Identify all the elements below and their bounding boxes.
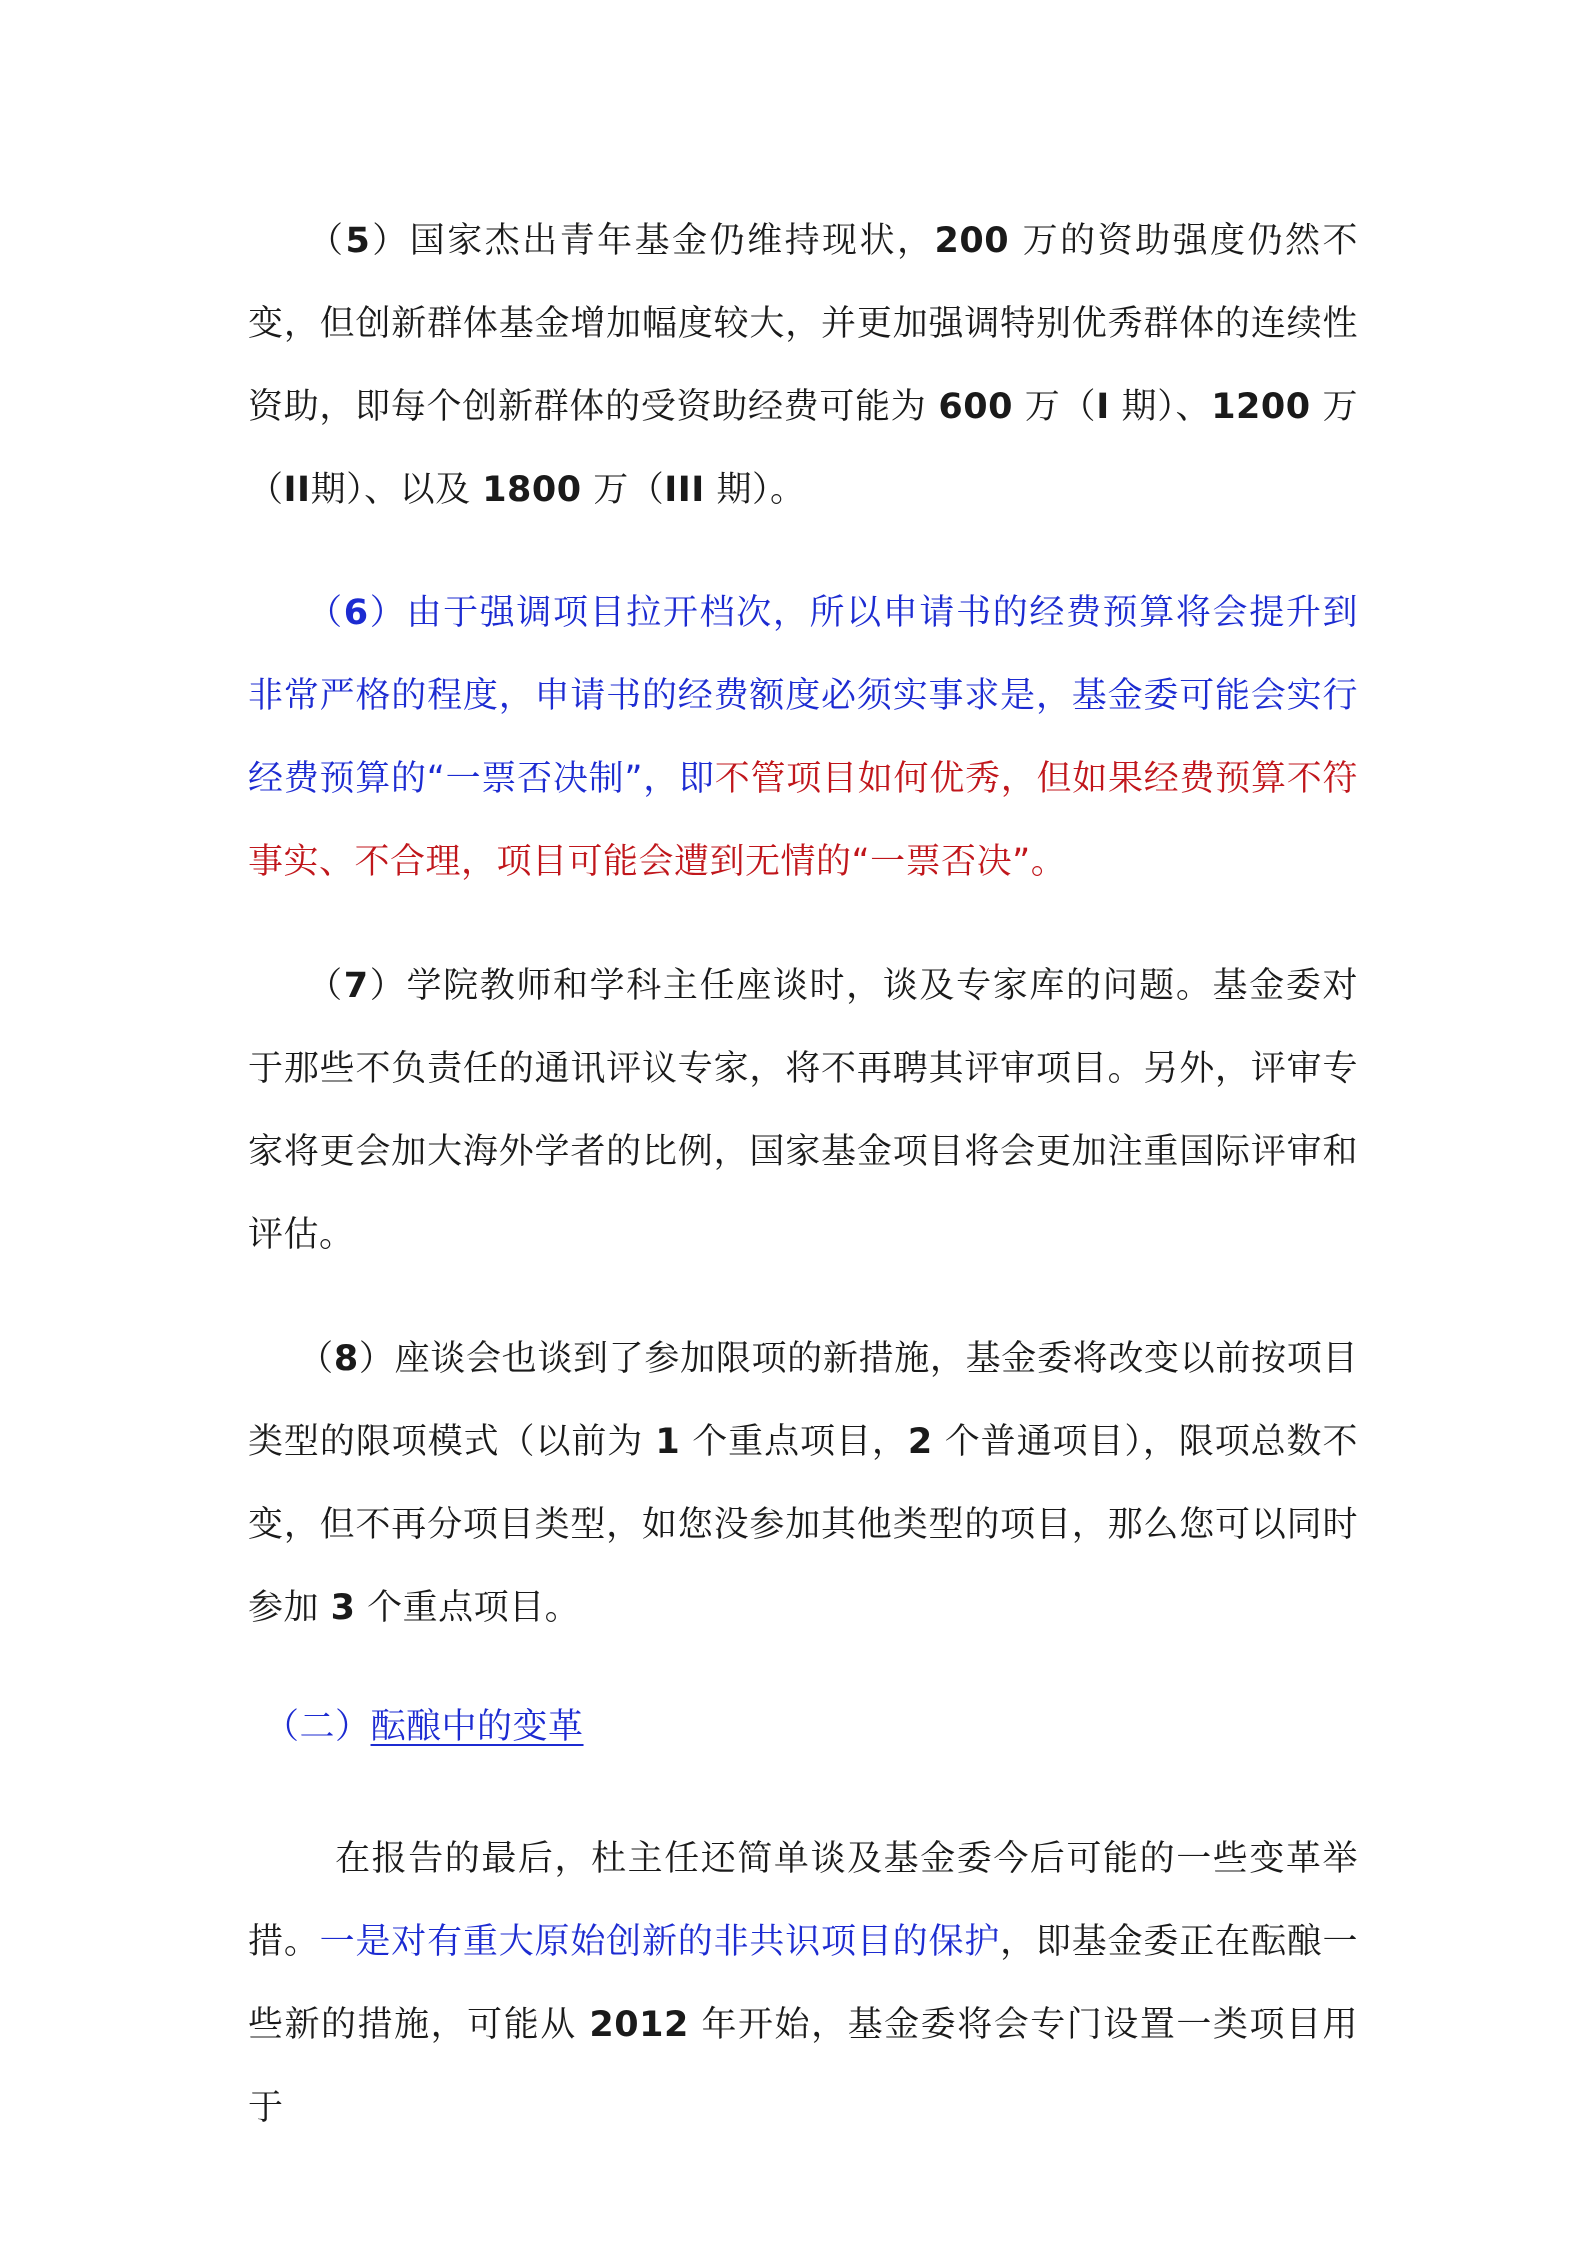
p5-text-8: 期）。 xyxy=(704,470,806,510)
p5-amount-1200: 1200 xyxy=(1211,387,1311,427)
p9-text-blue: 一是对有重大原始创新的非共识项目的保护 xyxy=(319,1922,1001,1962)
p8-text-2: 个重点项目， xyxy=(680,1422,908,1462)
p5-text-5: 万（ xyxy=(248,387,1358,510)
p6-number: 6 xyxy=(343,593,369,633)
section-heading xyxy=(248,1686,1358,1769)
p8-text-1: ）座谈会也谈到了参加限项的新措施，基金委将改变以前按项目类型的限项模式（以前为 xyxy=(248,1339,1358,1462)
p5-phase-3: III xyxy=(664,470,705,510)
paragraph-8 xyxy=(248,1318,1358,1650)
heading-link[interactable]: 酝酿中的变革 xyxy=(370,1707,584,1747)
p8-open: （ xyxy=(298,1339,334,1379)
p8-num-2: 2 xyxy=(907,1422,933,1462)
p8-number: 8 xyxy=(333,1339,359,1379)
p5-text-6: 期）、以及 xyxy=(310,470,483,510)
p5-number: 5 xyxy=(345,221,371,261)
p7-text: ）学院教师和学科主任座谈时，谈及专家库的问题。基金委对于那些不负责任的通讯评议专家，将不再聘其评审项目。另外，评审专家将更会加大海外学者的比例，国家基金项目将会更加注重国际评审和评估。 xyxy=(248,966,1358,1255)
p9-text-1: 在报告的最后，杜主任还简单谈及基金委今后可能的一些变革举措。 xyxy=(248,1839,1358,1962)
paragraph-7 xyxy=(248,945,1358,1277)
p5-text-3: 万（ xyxy=(1012,387,1097,427)
p7-open: （ xyxy=(306,966,344,1006)
p5-amount-200: 200 xyxy=(934,221,1010,261)
p6-open: （ xyxy=(306,593,344,633)
p9-year: 2012 xyxy=(589,2005,689,2045)
p8-text-3: 个普通项目），限项总数不变，但不再分项目类型，如您没参加其他类型的项目，那么您可以同时参加 xyxy=(248,1422,1358,1628)
p5-amount-600: 600 xyxy=(938,387,1013,427)
p8-num-1: 1 xyxy=(655,1422,681,1462)
p5-phase-1: I xyxy=(1096,387,1110,427)
p5-amount-1800: 1800 xyxy=(482,470,582,510)
p5-text-4: 期）、 xyxy=(1109,387,1212,427)
p5-text-2: 万的资助强度仍然不变，但创新群体基金增加幅度较大，并更加强调特别优秀群体的连续性资助，即每个创新群体的受资助经费可能为 xyxy=(248,221,1358,427)
paragraph-9 xyxy=(248,1818,1358,2150)
p9-text-2: ，即基金委正在酝酿一些新的措施，可能从 xyxy=(248,1922,1358,2045)
p5-text-7: 万（ xyxy=(581,470,665,510)
p8-num-3: 3 xyxy=(330,1588,356,1628)
p9-text-3: 年开始，基金委将会专门设置一类项目用于 xyxy=(248,2005,1358,2128)
p6-text-red: 不管项目如何优秀，但如果经费预算不符事实、不合理，项目可能会遭到无情的“一票否决”。 xyxy=(248,759,1358,882)
p5-text-1: ）国家杰出青年基金仍维持现状， xyxy=(370,221,935,261)
p5-open: （ xyxy=(306,221,346,261)
paragraph-6 xyxy=(248,572,1358,904)
p5-phase-2: II xyxy=(283,470,311,510)
p7-number: 7 xyxy=(343,966,369,1006)
p6-text-blue: ）由于强调项目拉开档次，所以申请书的经费预算将会提升到非常严格的程度，申请书的经费额度必须实事求是，基金委可能会实行经费预算的“一票否决制”，即 xyxy=(248,593,1358,799)
heading-prefix: （二） xyxy=(264,1707,371,1747)
p8-text-4: 个重点项目。 xyxy=(355,1588,581,1628)
paragraph-5 xyxy=(248,200,1358,532)
